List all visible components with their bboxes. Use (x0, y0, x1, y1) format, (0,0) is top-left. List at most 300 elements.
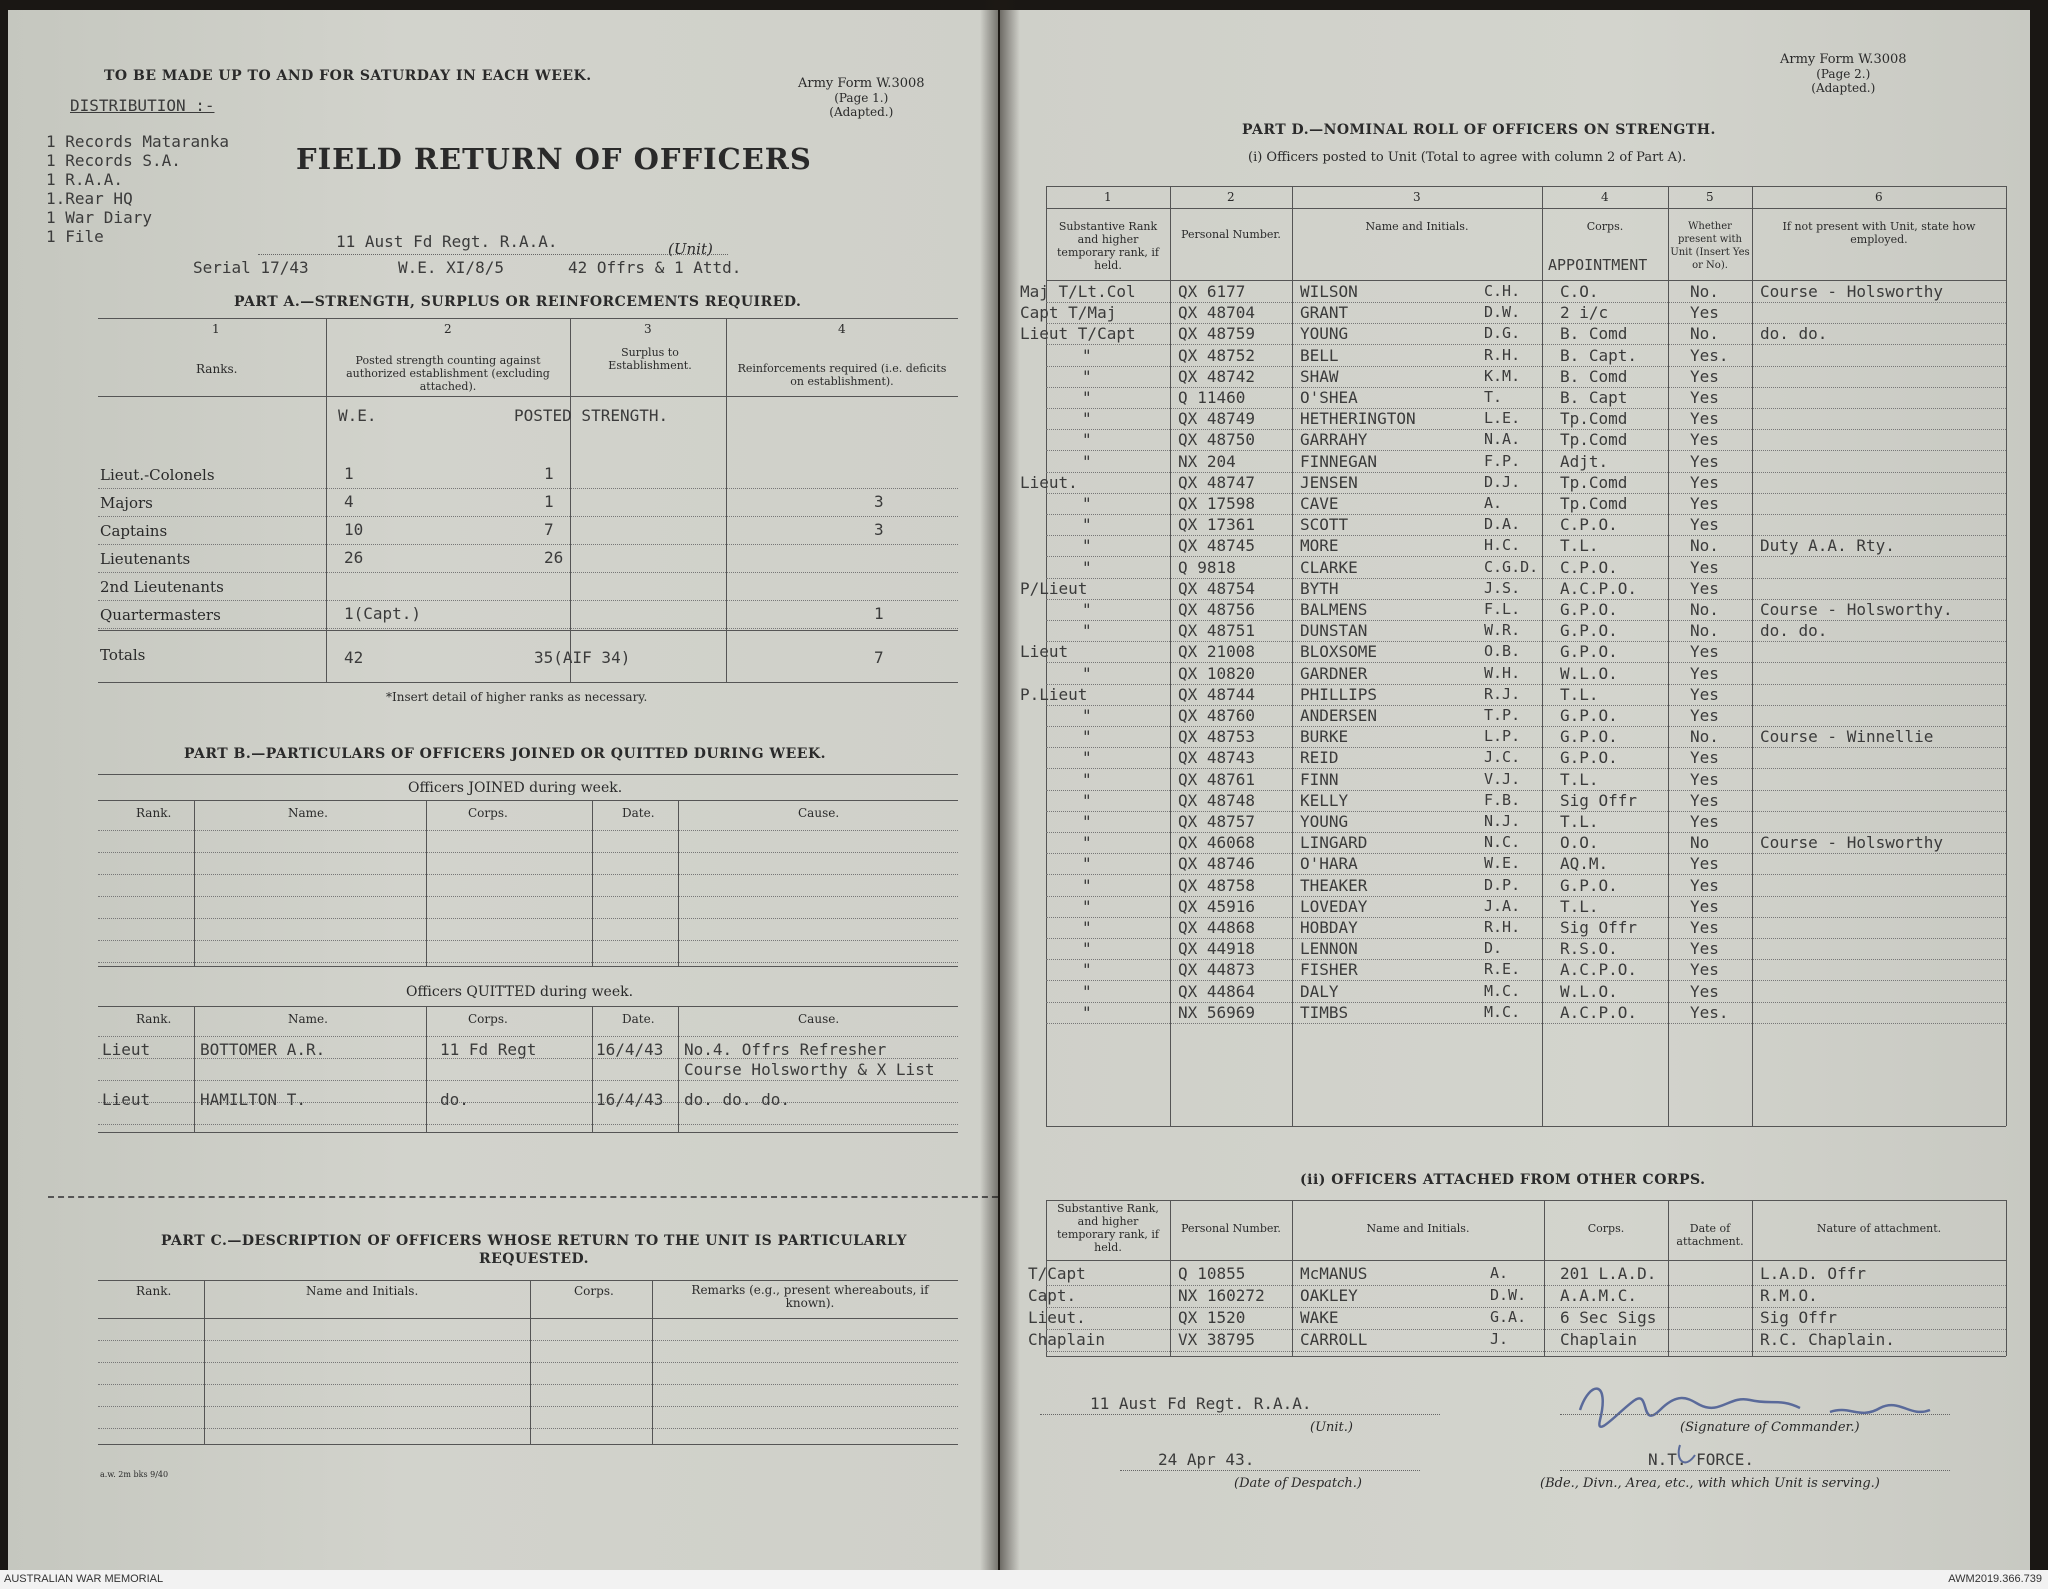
roll-appointment: A.C.P.O. (1560, 1002, 1638, 1022)
roll-rank: " (1082, 366, 1092, 386)
roll-name: BALMENS (1300, 600, 1368, 619)
attached-number: Q 10855 (1178, 1264, 1246, 1283)
roll-number: QX 44918 (1178, 939, 1256, 959)
roll-number: QX 48752 (1178, 345, 1256, 365)
rank-label: Captains (100, 522, 168, 540)
roll-initials: N.J. (1484, 812, 1521, 830)
roll-initials: J.S. (1484, 578, 1521, 597)
roll-appointment: G.P.O. (1560, 600, 1618, 619)
roll-rank: " (1082, 769, 1092, 789)
column-number: 2 (1227, 190, 1235, 204)
attached-nature: R.M.O. (1760, 1286, 1818, 1305)
row-rule (98, 940, 958, 941)
roll-present: Yes (1690, 939, 1719, 959)
signature-label: (Signature of Commander.) (1680, 1420, 1860, 1435)
roll-present: Yes (1690, 748, 1719, 768)
roll-present: Yes (1690, 430, 1719, 450)
unit-typed: 11 Aust Fd Regt. R.A.A. (336, 232, 558, 251)
roll-name: REID (1300, 748, 1339, 768)
distribution-item: 1 Records Mataranka (46, 132, 230, 151)
row-rule (98, 1384, 958, 1385)
page-title: FIELD RETURN OF OFFICERS (296, 142, 812, 176)
attached-corps: A.A.M.C. (1560, 1286, 1638, 1305)
quitted-name: BOTTOMER A.R. (200, 1040, 326, 1059)
roll-appointment: Tp.Comd (1560, 494, 1628, 513)
posted-value: 1 (544, 464, 554, 483)
part-a-col-3: 3 (644, 322, 652, 336)
roll-rank: " (1082, 557, 1092, 577)
roll-number: QX 48748 (1178, 790, 1256, 810)
part-a-title: PART A.—STRENGTH, SURPLUS OR REINFORCEMENTS REQUIRED. (234, 294, 802, 310)
roll-name: DALY (1300, 981, 1339, 1001)
attached-rank: Lieut. (1028, 1308, 1086, 1327)
row-rule (1046, 1023, 2006, 1024)
table-rule (1046, 186, 2006, 187)
roll-appointment: C.O. (1560, 282, 1599, 301)
roll-initials: O.B. (1484, 642, 1521, 661)
roll-appointment: Sig Offr (1560, 790, 1638, 810)
roll-name: THEAKER (1300, 875, 1368, 895)
roll-initials: W.E. (1484, 854, 1521, 873)
part-a-subhead-posted: POSTED STRENGTH. (514, 406, 669, 425)
roll-present: Yes (1690, 854, 1719, 874)
roll-employed: do. do. (1760, 621, 1828, 641)
quitted-cause: do. do. do. (684, 1090, 790, 1109)
roll-name: FISHER (1300, 960, 1358, 980)
row-rule (98, 1406, 958, 1407)
we-value: 4 (344, 492, 354, 511)
roll-rank: Capt T/Maj (1020, 303, 1117, 323)
roll-name: HETHERINGTON (1300, 409, 1416, 429)
roll-present: No. (1690, 282, 1719, 301)
roll-rank: Maj T/Lt.Col (1020, 282, 1136, 301)
column-number: 4 (1601, 190, 1609, 204)
attached-nature: Sig Offr (1760, 1308, 1838, 1327)
roll-present: Yes. (1690, 345, 1729, 365)
attached-initials: D.W. (1490, 1286, 1527, 1304)
row-rule (98, 874, 958, 875)
part-d-title: PART D.—NOMINAL ROLL OF OFFICERS ON STRENGTH. (1242, 122, 1716, 138)
roll-name: BYTH (1300, 578, 1339, 598)
quitted-corps: do. (440, 1090, 469, 1109)
roll-rank: " (1082, 388, 1092, 407)
roll-initials: F.P. (1484, 451, 1521, 470)
roll-present: Yes (1690, 578, 1719, 598)
we-value: 1 (344, 464, 354, 483)
footer-right: AWM2019.366.739 (1948, 1573, 2042, 1585)
row-rule (98, 918, 958, 919)
row-rule (98, 572, 958, 573)
roll-present: Yes (1690, 409, 1719, 429)
posted-value: 26 (544, 548, 564, 567)
roll-present: Yes (1690, 981, 1719, 1001)
roll-appointment: G.P.O. (1560, 642, 1618, 662)
roll-initials: C.H. (1484, 282, 1521, 300)
roll-present: Yes (1690, 557, 1719, 577)
roll-name: JENSEN (1300, 472, 1358, 492)
distribution-label: DISTRIBUTION :- (70, 96, 215, 115)
left-page (8, 10, 998, 1570)
part-a-head-posted: Posted strength counting against authorized establishment (excluding attached). (346, 354, 550, 393)
quitted-cause-cont: Course Holsworthy & X List (684, 1060, 935, 1079)
totals-posted: 35(AIF 34) (534, 648, 631, 667)
distribution-item: 1 File (46, 227, 104, 246)
roll-initials: D.P. (1484, 875, 1521, 894)
attached-rank: Chaplain (1028, 1330, 1106, 1349)
quitted-name: HAMILTON T. (200, 1090, 306, 1109)
part-a-col-4: 4 (838, 322, 846, 336)
roll-present: Yes. (1690, 1002, 1729, 1022)
roll-initials: D.G. (1484, 324, 1521, 343)
roll-initials: L.E. (1484, 409, 1521, 428)
column-header: Corps. (1586, 220, 1624, 233)
column-rule (194, 800, 195, 966)
roll-rank: " (1082, 854, 1092, 874)
form-number-p2 (1780, 52, 1907, 95)
joined-title: Officers JOINED during week. (408, 780, 623, 796)
column-header: Rank. (136, 1012, 172, 1026)
roll-rank: " (1082, 939, 1092, 959)
roll-appointment: B. Capt. (1560, 345, 1638, 365)
roll-rank: Lieut (1020, 642, 1069, 662)
row-rule (1046, 1351, 2006, 1352)
column-rule (678, 800, 679, 966)
roll-present: Yes (1690, 388, 1719, 407)
roll-employed: Course - Winnellie (1760, 727, 1934, 747)
roll-present: No (1690, 833, 1710, 853)
roll-number: QX 48756 (1178, 600, 1256, 619)
reinf-value: 1 (874, 604, 884, 623)
roll-present: Yes (1690, 812, 1719, 831)
roll-number: QX 48758 (1178, 875, 1256, 895)
row-rule (98, 628, 958, 629)
force-typed: N.T. FORCE. (1648, 1450, 1754, 1469)
unit-label-p2: (Unit.) (1310, 1420, 1353, 1435)
form-adapted-text: (Adapted.) (829, 105, 894, 119)
roll-appointment: G.P.O. (1560, 875, 1618, 895)
part-a-head-ranks: Ranks. (196, 362, 238, 376)
we-value: 10 (344, 520, 364, 539)
part-a-head-reinf: Reinforcements required (i.e. deficits on establishment). (737, 362, 947, 388)
column-header: Nature of attachment. (1816, 1222, 1942, 1235)
roll-name: LENNON (1300, 939, 1358, 959)
roll-initials: R.E. (1484, 960, 1521, 979)
roll-name: GARDNER (1300, 663, 1368, 683)
officer-count: 42 Offrs & 1 Attd. (568, 258, 742, 277)
distribution-item: 1 War Diary (46, 208, 152, 227)
row-rule (98, 1124, 958, 1125)
column-header: Name. (288, 806, 328, 820)
despatch-date: 24 Apr 43. (1158, 1450, 1255, 1469)
column-header: Corps. (1587, 1222, 1625, 1235)
roll-initials: D. (1484, 939, 1503, 958)
attached-number: NX 160272 (1178, 1286, 1265, 1305)
roll-initials: J.C. (1484, 748, 1521, 767)
roll-initials: W.H. (1484, 663, 1521, 682)
roll-appointment: T.L. (1560, 812, 1599, 831)
attached-rank: Capt. (1028, 1286, 1077, 1305)
roll-number: QX 46068 (1178, 833, 1256, 853)
roll-initials: R.J. (1484, 684, 1521, 703)
roll-appointment: Adjt. (1560, 451, 1609, 471)
force-label: (Bde., Divn., Area, etc., with which Unit is serving.) (1540, 1476, 1880, 1491)
roll-appointment: T.L. (1560, 536, 1599, 556)
column-rule (426, 800, 427, 966)
roll-present: Yes (1690, 790, 1719, 810)
roll-present: Yes (1690, 642, 1719, 662)
we-value: 1(Capt.) (344, 604, 422, 623)
roll-appointment: W.L.O. (1560, 981, 1618, 1001)
column-rule (592, 800, 593, 966)
roll-rank: " (1082, 812, 1092, 831)
column-header: Remarks (e.g., present whereabouts, if known). (691, 1283, 929, 1310)
roll-rank: " (1082, 960, 1092, 980)
roll-rank: Lieut T/Capt (1020, 324, 1136, 344)
roll-appointment: B. Comd (1560, 324, 1628, 344)
roll-present: No. (1690, 536, 1719, 556)
posted-value: 7 (544, 520, 554, 539)
roll-name: FINN (1300, 769, 1339, 789)
row-rule (98, 600, 958, 601)
roll-rank: " (1082, 833, 1092, 853)
roll-name: GRANT (1300, 303, 1349, 323)
roll-number: QX 17598 (1178, 494, 1256, 513)
roll-number: NX 204 (1178, 451, 1236, 471)
roll-initials: N.A. (1484, 430, 1521, 449)
reinf-value: 3 (874, 492, 884, 511)
roll-appointment: B. Capt (1560, 388, 1628, 407)
roll-appointment: Tp.Comd (1560, 472, 1628, 492)
attached-corps: 201 L.A.D. (1560, 1264, 1657, 1283)
form-no-text: Army Form W.3008 (798, 76, 925, 91)
table-rule (1046, 280, 2006, 281)
roll-number: QX 21008 (1178, 642, 1256, 662)
distribution-item: 1.Rear HQ (46, 189, 133, 208)
roll-employed: Duty A.A. Rty. (1760, 536, 1895, 556)
roll-present: Yes (1690, 303, 1719, 323)
roll-appointment: A.C.P.O. (1560, 960, 1638, 980)
column-rule (1292, 186, 1293, 1126)
quitted-title: Officers QUITTED during week. (406, 984, 634, 1000)
roll-number: Q 11460 (1178, 388, 1246, 407)
column-header: Rank. (136, 1284, 172, 1298)
column-header: Date of attachment. (1676, 1222, 1744, 1248)
roll-name: YOUNG (1300, 324, 1349, 344)
roll-rank: " (1082, 663, 1092, 683)
roll-number: QX 17361 (1178, 515, 1256, 535)
roll-present: Yes (1690, 875, 1719, 895)
roll-number: QX 48753 (1178, 727, 1256, 747)
roll-initials: R.H. (1484, 345, 1521, 364)
roll-rank: Lieut. (1020, 472, 1078, 492)
roll-appointment: AQ.M. (1560, 854, 1609, 874)
roll-present: No. (1690, 324, 1719, 344)
roll-name: ANDERSEN (1300, 706, 1378, 725)
form-adapted-p2-text: (Adapted.) (1811, 81, 1876, 95)
column-header: Rank. (136, 806, 172, 820)
roll-present: No. (1690, 727, 1719, 747)
roll-number: QX 48760 (1178, 706, 1256, 725)
roll-appointment: G.P.O. (1560, 727, 1618, 747)
roll-appointment: Sig Offr (1560, 918, 1638, 937)
part-d-subtitle: (i) Officers posted to Unit (Total to agree with column 2 of Part A). (1248, 150, 1687, 165)
part-b-title: PART B.—PARTICULARS OF OFFICERS JOINED OR QUITTED DURING WEEK. (184, 746, 827, 762)
roll-present: Yes (1690, 896, 1719, 916)
table-rule (1046, 1260, 2006, 1261)
roll-initials: V.J. (1484, 769, 1521, 788)
roll-present: Yes (1690, 684, 1719, 704)
column-number: 5 (1706, 190, 1714, 204)
roll-employed: Course - Holsworthy (1760, 282, 1944, 301)
roll-name: DUNSTAN (1300, 621, 1368, 641)
reinf-value: 3 (874, 520, 884, 539)
footer-left: AUSTRALIAN WAR MEMORIAL (4, 1573, 164, 1585)
attached-initials: G.A. (1490, 1308, 1527, 1326)
roll-appointment: W.L.O. (1560, 663, 1618, 683)
column-rule (1170, 1200, 1171, 1356)
roll-initials: J.A. (1484, 896, 1521, 915)
table-rule (1046, 1356, 2006, 1357)
column-header: Date. (622, 806, 655, 820)
row-rule (98, 516, 958, 517)
roll-rank: " (1082, 918, 1092, 937)
column-header: Substantive Rank, and higher temporary rank, if held. (1057, 1202, 1159, 1254)
column-number: 6 (1875, 190, 1883, 204)
roll-initials: D.W. (1484, 303, 1521, 322)
column-rule (1542, 186, 1543, 1126)
form-no-p2-text: Army Form W.3008 (1780, 52, 1907, 67)
roll-name: FINNEGAN (1300, 451, 1378, 471)
top-note: TO BE MADE UP TO AND FOR SATURDAY IN EACH WEEK. (104, 68, 592, 84)
roll-rank: " (1082, 1002, 1092, 1022)
roll-rank: " (1082, 896, 1092, 916)
part-a-col-2: 2 (444, 322, 452, 336)
roll-initials: F.B. (1484, 790, 1521, 809)
roll-number: Q 9818 (1178, 557, 1236, 577)
roll-rank: " (1082, 727, 1092, 747)
roll-rank: " (1082, 536, 1092, 556)
roll-name: TIMBS (1300, 1002, 1349, 1022)
roll-name: YOUNG (1300, 812, 1349, 831)
roll-initials: C.G.D. (1484, 557, 1539, 576)
quitted-rank: Lieut (102, 1040, 151, 1059)
roll-appointment: A.C.P.O. (1560, 578, 1638, 598)
roll-initials: W.R. (1484, 621, 1521, 640)
roll-rank: P.Lieut (1020, 684, 1088, 704)
we-value: 26 (344, 548, 364, 567)
roll-initials: A. (1484, 494, 1503, 512)
column-rule (678, 1006, 679, 1132)
roll-rank: " (1082, 875, 1092, 895)
roll-name: HOBDAY (1300, 918, 1358, 937)
roll-initials: K.M. (1484, 366, 1521, 385)
roll-name: BLOXSOME (1300, 642, 1378, 662)
table-rule (1046, 208, 2006, 209)
totals-we: 42 (344, 648, 364, 667)
roll-rank: " (1082, 515, 1092, 535)
column-header: Date. (622, 1012, 655, 1026)
roll-number: QX 48757 (1178, 812, 1256, 831)
attached-initials: J. (1490, 1330, 1509, 1348)
row-rule (98, 1036, 958, 1037)
roll-appointment: C.P.O. (1560, 557, 1618, 577)
roll-initials: L.P. (1484, 727, 1521, 746)
column-header: Corps. (574, 1284, 614, 1298)
totals-reinf: 7 (874, 648, 884, 667)
roll-name: LOVEDAY (1300, 896, 1368, 916)
date-label: (Date of Despatch.) (1234, 1476, 1363, 1491)
roll-present: Yes (1690, 472, 1719, 492)
roll-appointment: Tp.Comd (1560, 409, 1628, 429)
column-rule (1668, 186, 1669, 1126)
attached-number: QX 1520 (1178, 1308, 1246, 1327)
column-rule (592, 1006, 593, 1132)
part-a-col-1: 1 (212, 322, 220, 336)
roll-number: QX 48749 (1178, 409, 1256, 429)
column-rule (1170, 186, 1171, 1126)
attached-nature: R.C. Chaplain. (1760, 1330, 1895, 1349)
rank-label: Quartermasters (100, 606, 221, 624)
roll-present: Yes (1690, 515, 1719, 535)
roll-present: Yes (1690, 769, 1719, 789)
row-rule (98, 1362, 958, 1363)
roll-number: QX 48747 (1178, 472, 1256, 492)
attached-corps: 6 Sec Sigs (1560, 1308, 1657, 1327)
roll-appointment: G.P.O. (1560, 706, 1618, 725)
roll-number: NX 56969 (1178, 1002, 1256, 1022)
distribution-item: 1 R.A.A. (46, 170, 124, 189)
roll-appointment: T.L. (1560, 684, 1599, 704)
roll-appointment: Tp.Comd (1560, 430, 1628, 450)
column-header: Corps. (468, 806, 508, 820)
roll-appointment: T.L. (1560, 769, 1599, 789)
roll-present: Yes (1690, 494, 1719, 513)
roll-rank: " (1082, 790, 1092, 810)
serial-number: Serial 17/43 (193, 258, 309, 277)
quitted-date: 16/4/43 (596, 1090, 664, 1109)
row-rule (98, 1428, 958, 1429)
roll-employed: Course - Holsworthy. (1760, 600, 1953, 619)
roll-rank: " (1082, 430, 1092, 450)
roll-name: PHILLIPS (1300, 684, 1378, 704)
attached-initials: A. (1490, 1264, 1509, 1282)
quitted-date: 16/4/43 (596, 1040, 664, 1059)
column-header: Personal Number. (1181, 1222, 1281, 1235)
roll-appointment: C.P.O. (1560, 515, 1618, 535)
roll-rank: " (1082, 345, 1092, 365)
roll-appointment: B. Comd (1560, 366, 1628, 386)
quitted-cause: No.4. Offrs Refresher (684, 1040, 887, 1059)
roll-present: Yes (1690, 663, 1719, 683)
roll-rank: " (1082, 748, 1092, 768)
roll-initials: M.C. (1484, 1002, 1521, 1021)
part-c-title: PART C.—DESCRIPTION OF OFFICERS WHOSE RETURN TO THE UNIT IS PARTICULARLY REQUESTED. (161, 1233, 907, 1267)
column-header: Cause. (798, 1012, 840, 1026)
roll-rank: " (1082, 600, 1092, 619)
totals-label: Totals (100, 646, 146, 664)
roll-initials: F.L. (1484, 600, 1521, 618)
column-header: Substantive Rank and higher temporary rank, if held. (1057, 220, 1159, 272)
roll-number: QX 48742 (1178, 366, 1256, 386)
archive-footer (0, 1570, 2048, 1589)
form-number (798, 76, 925, 119)
column-header: Name and Initials. (306, 1284, 419, 1298)
roll-initials: H.C. (1484, 536, 1521, 555)
war-establishment: W.E. XI/8/5 (398, 258, 504, 277)
printer-imprint: a.w. 2m bks 9/40 (100, 1470, 169, 1479)
attached-number: VX 38795 (1178, 1330, 1256, 1349)
roll-present: Yes (1690, 366, 1719, 386)
